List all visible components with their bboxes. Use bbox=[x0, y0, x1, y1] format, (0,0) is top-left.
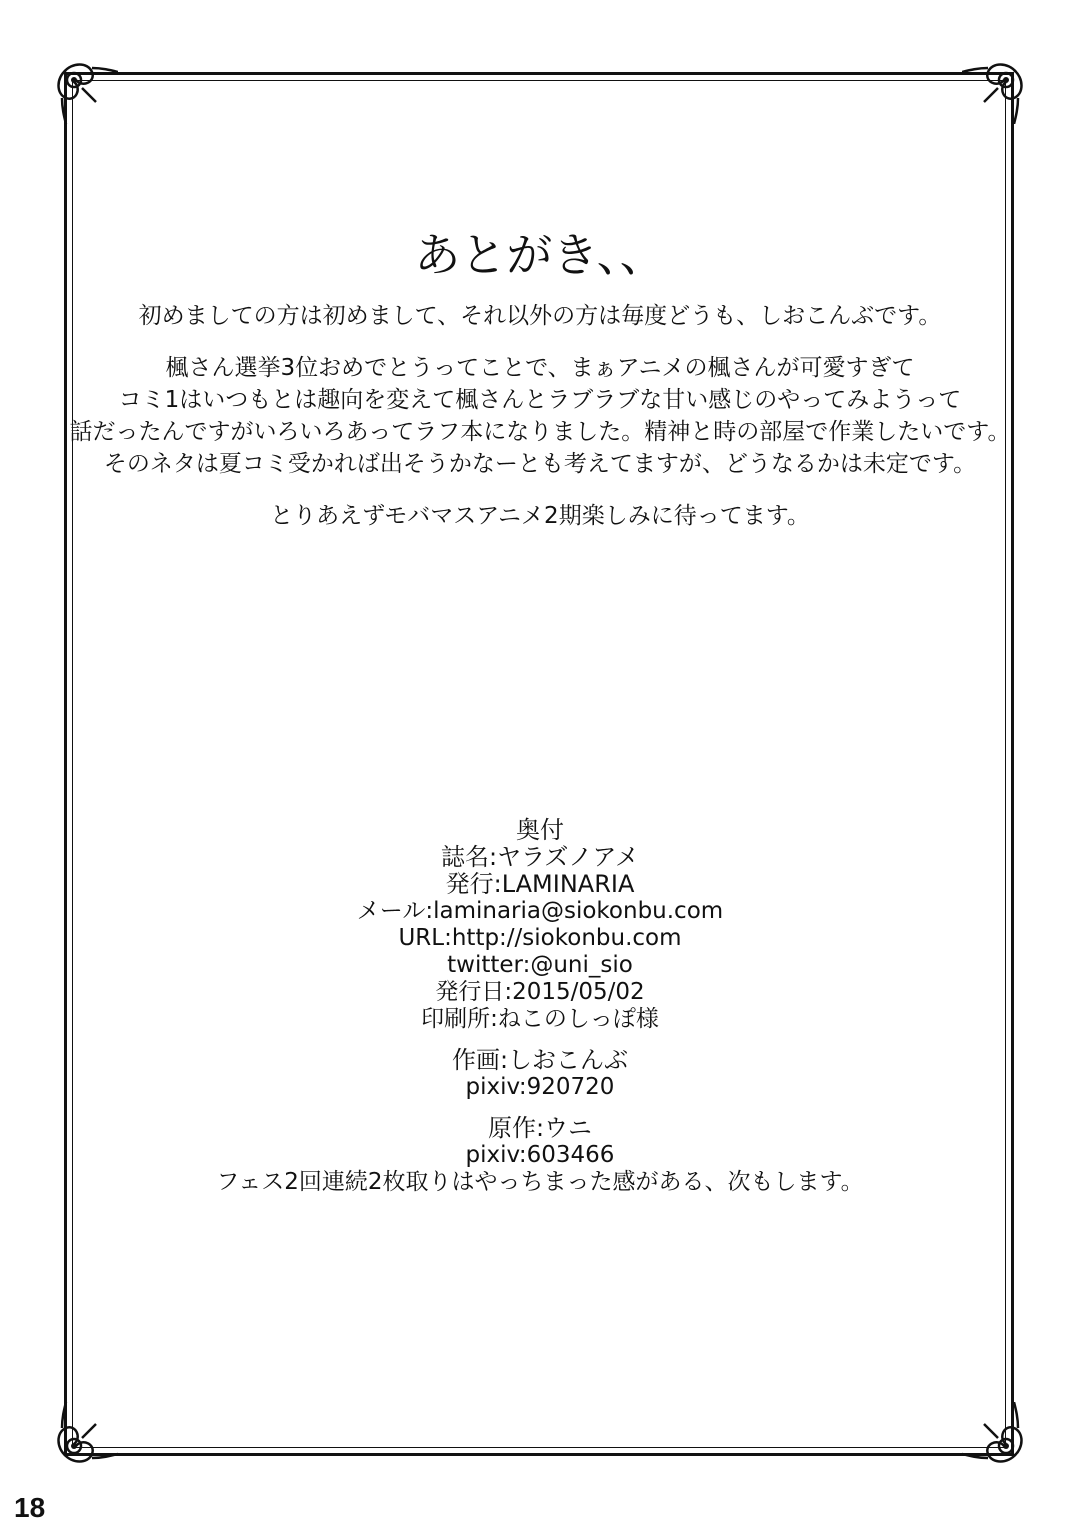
colophon-original-pixiv: pixiv:603466 bbox=[465, 1142, 615, 1168]
colophon-spacer bbox=[0, 1033, 1080, 1047]
colophon-note: フェス2回連続2枚取りはやっちまった感がある、次もします。 bbox=[216, 1169, 864, 1195]
colophon-url: URL:http://siokonbu.com bbox=[398, 925, 682, 951]
colophon-heading: 奥付 bbox=[516, 816, 564, 844]
corner-ornament-icon bbox=[52, 1402, 118, 1468]
colophon-publisher: 発行:LAMINARIA bbox=[445, 870, 635, 898]
colophon bbox=[0, 817, 1080, 1196]
afterword-body bbox=[60, 352, 1020, 480]
afterword-body-line: そのネタは夏コミ受かれば出そうかなーとも考えてますが、どうなるかは未定です。 bbox=[103, 451, 977, 477]
afterword-title: あとがき、、 bbox=[414, 228, 666, 282]
afterword-greeting: 初めましての方は初めまして、それ以外の方は毎度どうも、しおこんぶです。 bbox=[138, 303, 942, 329]
colophon-date: 発行日:2015/05/02 bbox=[435, 979, 645, 1005]
colophon-spacer bbox=[0, 1101, 1080, 1115]
afterword-body-line: コミ1はいつもとは趣向を変えて楓さんとラブラブな甘い感じのやってみようって bbox=[118, 387, 962, 413]
corner-ornament-icon bbox=[962, 58, 1028, 124]
colophon-printer: 印刷所:ねこのしっぽ様 bbox=[421, 1006, 659, 1032]
page-border-inner bbox=[72, 80, 1006, 1448]
afterword-closing: とりあえずモバマスアニメ2期楽しみに待ってます。 bbox=[270, 503, 810, 529]
corner-ornament-icon bbox=[962, 1402, 1028, 1468]
afterword-body-line: 話だったんですがいろいろあってラフ本になりました。精神と時の部屋で作業したいです。 bbox=[69, 419, 1011, 445]
colophon-artist: 作画:しおこんぶ bbox=[451, 1046, 629, 1074]
corner-ornament-icon bbox=[52, 58, 118, 124]
colophon-twitter: twitter:@uni_sio bbox=[447, 952, 633, 978]
colophon-title: 誌名:ヤラズノアメ bbox=[441, 843, 639, 871]
colophon-mail: メール:laminaria@siokonbu.com bbox=[356, 898, 724, 924]
colophon-artist-pixiv: pixiv:920720 bbox=[465, 1074, 615, 1100]
afterword-body-line: 楓さん選挙3位おめでとうってことで、まぁアニメの楓さんが可愛すぎて bbox=[165, 355, 915, 381]
page-number: 18 bbox=[14, 1492, 46, 1523]
colophon-original: 原作:ウニ bbox=[487, 1114, 593, 1142]
